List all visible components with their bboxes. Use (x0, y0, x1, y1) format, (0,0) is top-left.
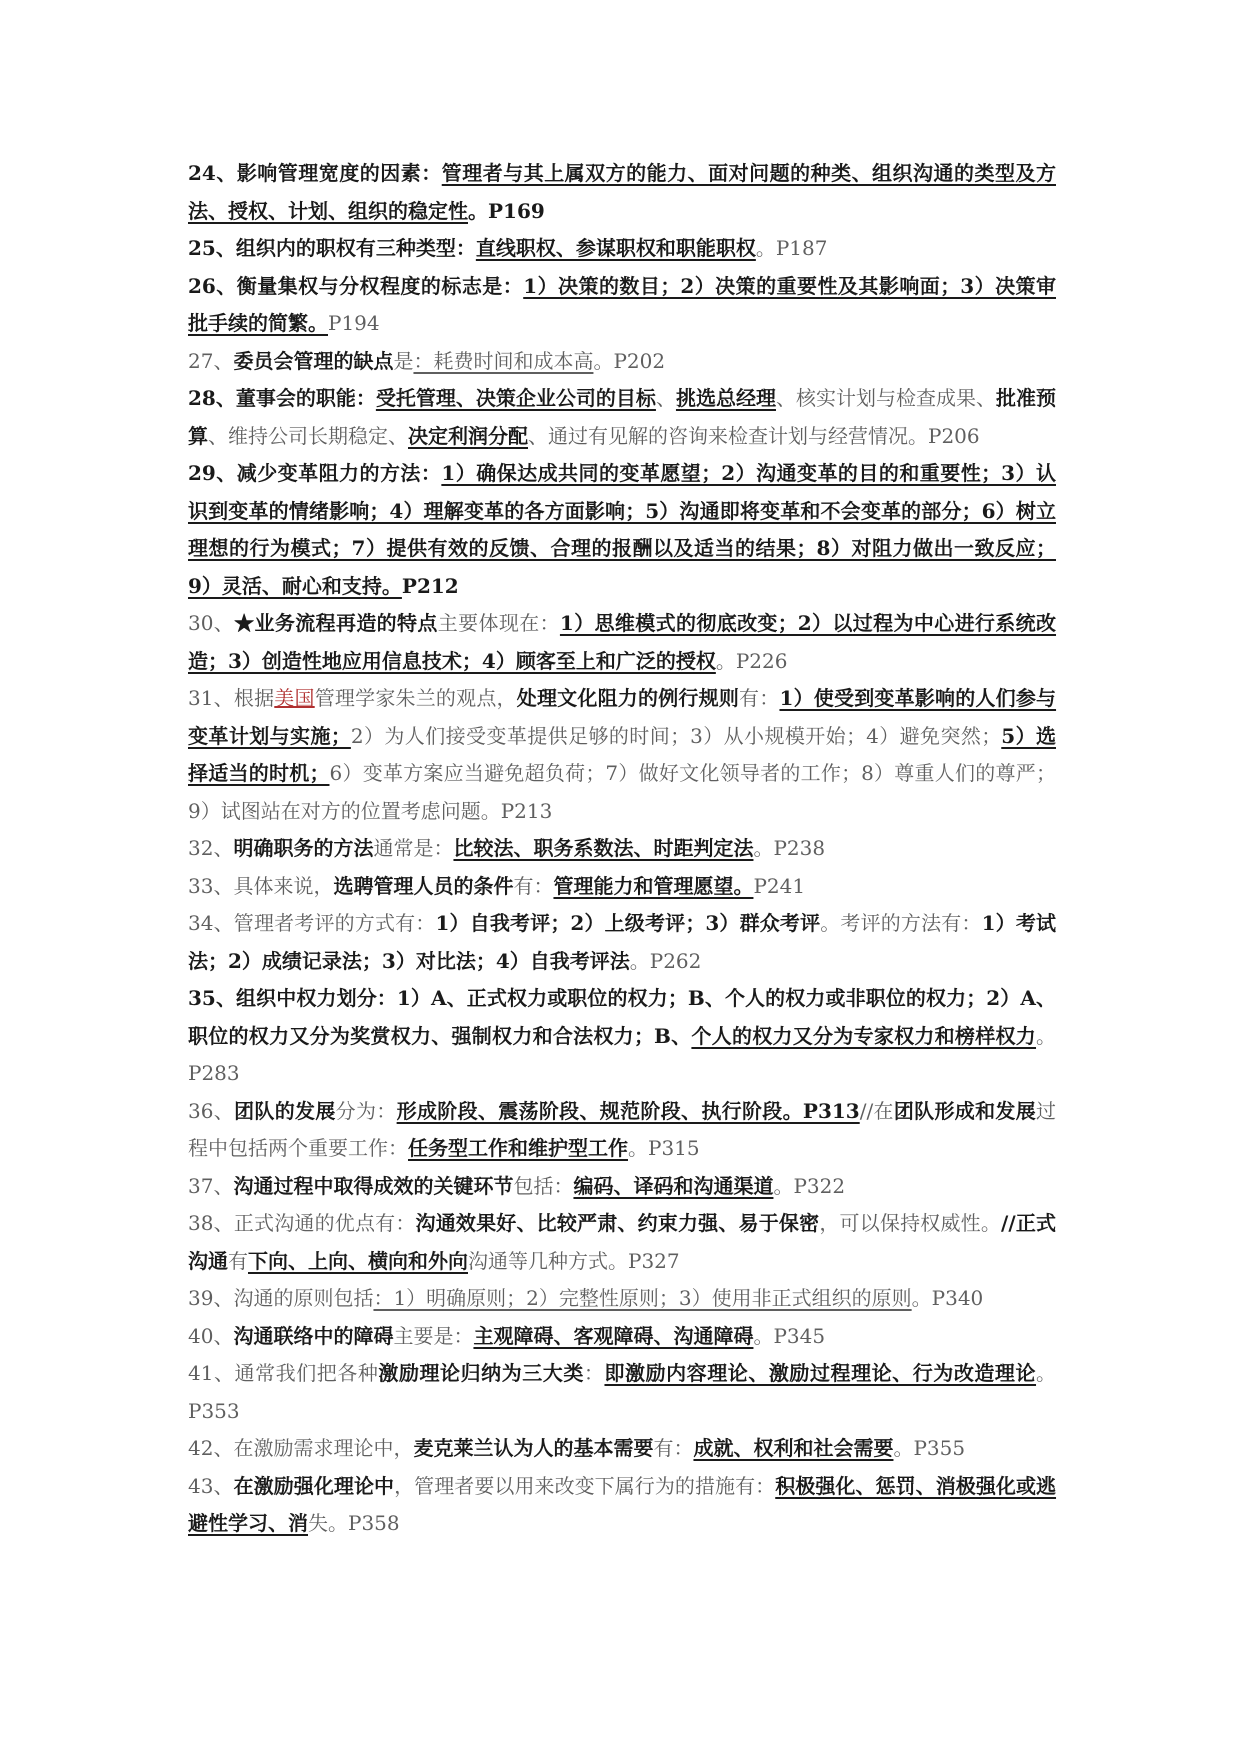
text-segment: 30、 (188, 611, 235, 635)
text-segment: 分为： (335, 1098, 397, 1123)
list-item (188, 1430, 1056, 1468)
list-item (188, 380, 1056, 455)
text-segment: 1）思维模式的彻底改变；2）以过程为中心进行系统改造；3）创造性地应用信息技术；4）顾客至上和广泛的授权 (188, 611, 1057, 673)
text-segment: 批准预算 (188, 386, 1057, 448)
text-segment: 。考评的方法有： (820, 911, 982, 935)
list-item (188, 1318, 1056, 1356)
text-segment: 。P315 (628, 1136, 700, 1160)
text-segment: 、维持公司长期稳定、 (208, 423, 408, 448)
text-segment: 2）为人们接受变革提供足够的时间；3）从小规模开始；4）避免突然； (350, 723, 1002, 748)
text-segment: 38、正式沟通的优点有： (188, 1211, 416, 1235)
text-segment: 40、 (188, 1323, 234, 1348)
text-segment: 1）决策的数目；2）决策的重要性及其影响面；3）决策审批手续的简繁。 (188, 273, 1056, 335)
text-segment: 委员会管理的缺点 (233, 348, 394, 373)
text-segment: 即激励内容理论、激励过程理论、行为改造理论 (604, 1361, 1037, 1385)
list-item (188, 230, 1056, 268)
text-segment: 。P355 (893, 1436, 966, 1460)
text-segment: 34、管理者考评的方式有： (188, 911, 436, 935)
text-segment: 编码、译码和沟通渠道 (573, 1173, 774, 1198)
text-segment: 。P262 (629, 948, 702, 973)
text-segment: 挑选总经理 (675, 386, 776, 410)
text-segment: 失。P358 (308, 1511, 400, 1535)
text-segment: 主观障碍、客观障碍、沟通障碍 (473, 1323, 754, 1348)
text-segment: 。P238 (753, 836, 826, 860)
text-segment: 是 (393, 348, 414, 373)
list-item (188, 605, 1056, 680)
text-segment: 美国 (274, 686, 315, 710)
text-segment: 成就、权利和社会需要 (693, 1436, 894, 1460)
text-segment: ，可以保持权威性。 (819, 1211, 1002, 1235)
text-segment: 直线职权、参谋职权和职能职权 (475, 236, 756, 260)
text-segment: P212 (401, 573, 459, 598)
list-item (188, 1205, 1056, 1280)
text-segment: 。P345 (753, 1323, 826, 1348)
text-segment: //正式沟通 (188, 1211, 1057, 1273)
text-segment: 过程中包括两个重要工作： (188, 1098, 1057, 1160)
text-segment: 39、沟通的原则包括 (188, 1286, 374, 1310)
text-segment: 、通过有见解的咨询来检查计划与经营情况。P206 (528, 423, 980, 448)
text-segment: 。P283 (188, 1023, 1057, 1085)
text-segment: 。P169 (468, 198, 545, 223)
text-segment: 积极强化、惩罚、消极强化或逃避性学习、消 (188, 1473, 1057, 1535)
list-item (188, 868, 1056, 906)
text-segment: 26、衡量集权与分权程度的标志是： (188, 273, 524, 298)
text-segment: 24、影响管理宽度的因素： (188, 161, 442, 185)
list-item (188, 1468, 1056, 1543)
list-item (188, 1168, 1056, 1206)
list-item (188, 1280, 1056, 1318)
text-segment: 有： (513, 873, 554, 898)
text-segment: 处理文化阻力的例行规则 (516, 686, 740, 710)
text-segment: 麦克莱兰认为人的基本需要 (413, 1436, 654, 1460)
text-segment: 35、组织中权力划分：1）A、正式权力或职位的权力；B、个人的权力或非职位的权力；2）A、职位的权力又分为奖赏权力、强制权力和合法权力；B、 (188, 986, 1056, 1048)
document-page (188, 155, 1056, 1543)
list-item (188, 343, 1056, 381)
text-segment: 。P322 (773, 1173, 846, 1198)
text-segment: 43、 (188, 1473, 234, 1498)
text-segment: 沟通等几种方式。P327 (468, 1248, 680, 1273)
text-segment: P194 (328, 311, 380, 335)
text-segment: 管理能力和管理愿望。 (553, 873, 754, 898)
text-segment: 管理学家朱兰的观点， (314, 686, 517, 710)
text-segment: 1）自我考评；2）上级考评；3）群众考评 (435, 911, 821, 935)
text-segment: 选聘管理人员的条件 (333, 873, 514, 898)
text-segment: 、核实计划与检查成果、 (775, 386, 997, 410)
text-segment: 25、组织内的职权有三种类型： (188, 236, 476, 260)
text-segment: 5）选择适当的时机； (188, 723, 1056, 785)
text-segment: 有 (228, 1248, 248, 1273)
text-segment: ：耗费时间和成本高 (413, 348, 594, 373)
text-segment: 27、 (188, 348, 234, 373)
text-segment: 主要体现在： (437, 611, 560, 635)
text-segment: 、 (655, 386, 676, 410)
text-segment: 决定利润分配 (408, 423, 528, 448)
text-segment: 任务型工作和维护型工作 (408, 1136, 628, 1160)
text-segment: 个人的权力又分为专家权力和榜样权力 (691, 1023, 1037, 1048)
text-segment: 29、减少变革阻力的方法： (188, 461, 442, 485)
list-item (188, 830, 1056, 868)
text-segment: ★业务流程再造的特点 (234, 611, 438, 635)
text-segment: ： (583, 1361, 605, 1385)
text-segment: 。P353 (188, 1361, 1057, 1423)
text-segment: 1）确保达成共同的变革愿望；2）沟通变革的目的和重要性；3）认识到变革的情绪影响；4）理解变革的各方面影响；5）沟通即将变革和不会变革的部分；6）树立理想的行为模式；7）提供有效的反馈、合理的报酬以及适当的结果；8）对阻力做出一致反应；9）灵活、耐心和支持。 (188, 461, 1056, 598)
text-segment: 1）考试法；2）成绩记录法；3）对比法；4）自我考评法 (188, 911, 1057, 973)
text-segment: ：1）明确原则；2）完整性原则；3）使用非正式组织的原则 (373, 1286, 912, 1310)
list-item (188, 905, 1056, 980)
list-item (188, 1355, 1056, 1430)
text-segment: 。P187 (755, 236, 828, 260)
text-segment: 沟通效果好、比较严肃、约束力强、易于保密 (415, 1211, 820, 1235)
text-segment: 37、 (188, 1173, 234, 1198)
text-segment: 31、根据 (188, 686, 275, 710)
text-segment: 1）使受到变革影响的人们参与变革计划与实施； (188, 686, 1057, 748)
text-segment: 有： (739, 686, 780, 710)
list-item (188, 680, 1056, 830)
list-item (188, 155, 1056, 230)
text-segment: 通常是： (373, 836, 454, 860)
list-item (188, 1093, 1056, 1168)
text-segment: 管理者与其上属双方的能力、面对问题的种类、组织沟通的类型及方法、授权、计划、组织的稳定性 (188, 161, 1056, 223)
list-item (188, 268, 1056, 343)
list-item (188, 980, 1056, 1093)
text-segment: 有： (653, 1436, 694, 1460)
text-segment: 团队形成和发展 (893, 1098, 1037, 1123)
text-segment: 沟通过程中取得成效的关键环节 (233, 1173, 514, 1198)
text-segment: 下向、上向、横向和外向 (248, 1248, 468, 1273)
text-segment: 。P340 (911, 1286, 984, 1310)
text-segment: 包括： (513, 1173, 574, 1198)
text-segment: 28、董事会的职能： (188, 386, 376, 410)
text-segment: ，管理者要以用来改变下属行为的措施有： (394, 1473, 776, 1498)
text-segment: 在激励强化理论中 (233, 1473, 395, 1498)
text-segment: 6）变革方案应当避免超负荷；7）做好文化领导者的工作；8）尊重人们的尊严；9）试图站在对方的位置考虑问题。P213 (188, 761, 1056, 823)
text-segment: 41、通常我们把各种 (188, 1361, 379, 1385)
text-segment: 32、 (188, 836, 234, 860)
text-segment: 。P226 (715, 648, 788, 673)
text-segment: 明确职务的方法 (233, 836, 374, 860)
text-segment: 形成阶段、震荡阶段、规范阶段、执行阶段。P313 (396, 1098, 860, 1123)
text-segment: 33、具体来说， (188, 873, 334, 898)
text-segment: P241 (753, 873, 806, 898)
text-segment: 36、 (188, 1098, 235, 1123)
text-segment: 比较法、职务系数法、时距判定法 (453, 836, 754, 860)
text-segment: 激励理论归纳为三大类 (378, 1361, 584, 1385)
text-segment: 受托管理、决策企业公司的目标 (375, 386, 656, 410)
text-segment: 42、在激励需求理论中， (188, 1436, 414, 1460)
text-segment: 主要是： (393, 1323, 474, 1348)
text-segment: 。P202 (593, 348, 666, 373)
text-segment: //在 (859, 1098, 894, 1123)
list-item (188, 455, 1056, 605)
text-segment: 团队的发展 (234, 1098, 336, 1123)
text-segment: 沟通联络中的障碍 (233, 1323, 394, 1348)
